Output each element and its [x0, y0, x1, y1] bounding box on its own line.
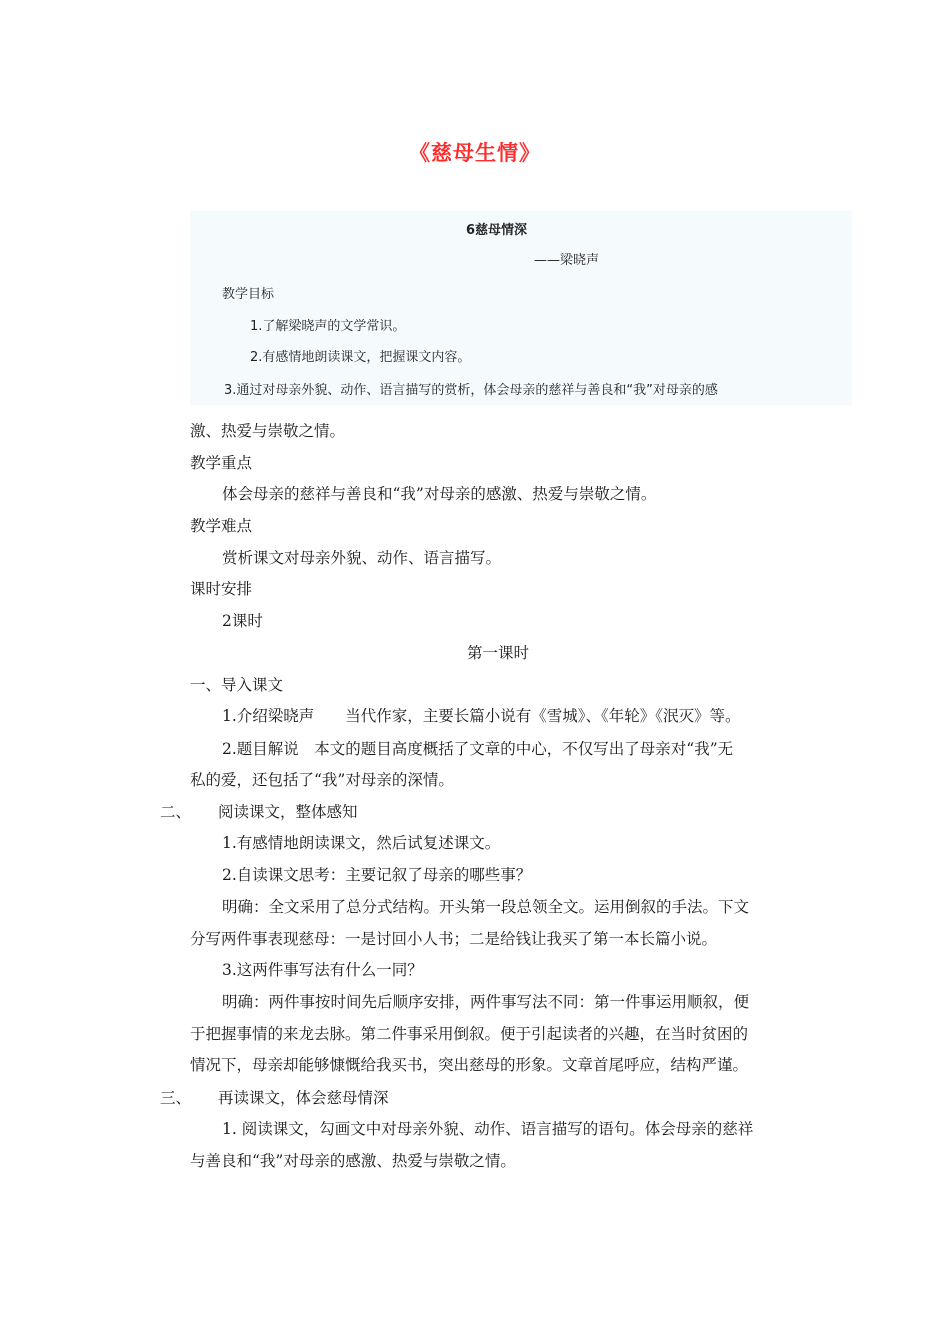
section-heading: 一、导入课文	[190, 676, 284, 694]
paragraph-line: 赏析课文对母亲外貌、动作、语言描写。	[222, 549, 502, 567]
section-heading: 阅读课文，整体感知	[218, 803, 358, 821]
objective-3: 3.通过对母亲外貌、动作、语言描写的赏析，体会母亲的慈祥与善良和“我”对母亲的感	[224, 383, 718, 398]
paragraph-line: 2课时	[222, 612, 263, 630]
paragraph-line: 明确：两件事按时间先后顺序安排，两件事写法不同：第一件事运用顺叙，便	[222, 993, 750, 1011]
section-heading: 再读课文，体会慈母情深	[218, 1089, 389, 1107]
objectives-label: 教学目标	[222, 287, 275, 302]
objective-1: 1.了解梁晓声的文学常识。	[250, 319, 406, 334]
paragraph-line: 情况下，母亲却能够慷慨给我买书，突出慈母的形象。文章首尾呼应，结构严谨。	[190, 1056, 749, 1074]
paragraph-line: 于把握事情的来龙去脉。第二件事采用倒叙。便于引起读者的兴趣，在当时贫困的	[190, 1025, 749, 1043]
lesson-period-heading: 第一课时	[466, 644, 529, 662]
paragraph-line: 明确：全文采用了总分式结构。开头第一段总领全文。运用倒叙的手法。下文	[222, 898, 750, 916]
paragraph-line: 3.这两件事写法有什么一同？	[222, 961, 423, 979]
section-heading: 教学重点	[190, 454, 253, 472]
objective-2: 2.有感情地朗读课文，把握课文内容。	[250, 350, 471, 365]
section-heading: 课时安排	[190, 580, 253, 598]
paragraph-line: 体会母亲的慈祥与善良和“我”对母亲的感激、热爱与崇敬之情。	[222, 485, 657, 503]
section-number: 三、	[160, 1089, 192, 1107]
paragraph-line: 1. 阅读课文，勾画文中对母亲外貌、动作、语言描写的语句。体会母亲的慈祥	[222, 1120, 754, 1138]
paragraph-line: 2.自读课文思考：主要记叙了母亲的哪些事？	[222, 866, 532, 884]
lesson-header-image	[190, 211, 852, 405]
paragraph-line: 私的爱，还包括了“我”对母亲的深情。	[190, 771, 454, 789]
lesson-heading: 6慈母情深	[466, 223, 528, 238]
lesson-author: ——梁晓声	[534, 253, 600, 268]
paragraph-line: 分写两件事表现慈母：一是讨回小人书；二是给钱让我买了第一本长篇小说。	[190, 930, 718, 948]
section-heading: 教学难点	[190, 517, 253, 535]
paragraph-line: 2.题目解说 本文的题目高度概括了文章的中心，不仅写出了母亲对“我”无	[222, 740, 734, 758]
paragraph-line: 与善良和“我”对母亲的感激、热爱与崇敬之情。	[190, 1152, 516, 1170]
section-number: 二、	[160, 803, 192, 821]
document-title: 《慈母生情》	[409, 141, 541, 165]
paragraph-line: 激、热爱与崇敬之情。	[190, 422, 346, 440]
paragraph-line: 1.介绍梁晓声 当代作家，主要长篇小说有《雪城》、《年轮》《泯灭》等。	[222, 707, 741, 725]
paragraph-line: 1.有感情地朗读课文，然后试复述课文。	[222, 834, 501, 852]
